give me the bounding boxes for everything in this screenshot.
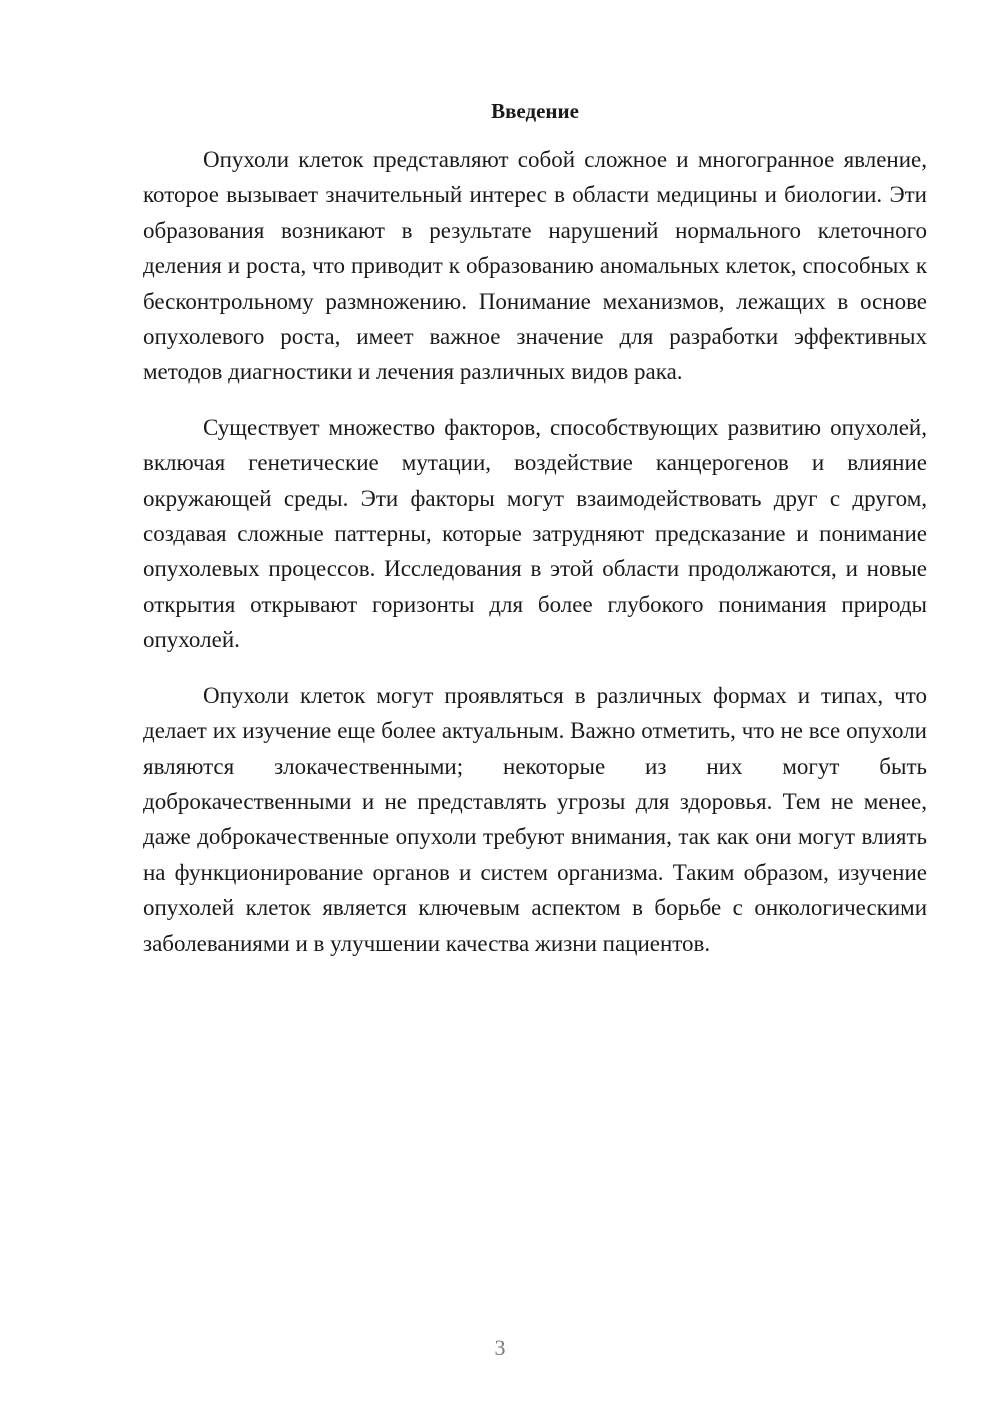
section-title: Введение [491, 99, 579, 123]
paragraph-3: Опухоли клеток могут проявляться в различных формах и типах, что делает их изучение еще более актуальным. Важно отметить, что не все опухоли являются злокачественными; некоторые из них могут быть доброкачественными и не представлять угрозы для здоровья. Тем не менее, даже доброкачественные опухоли требуют внимания, так как они могут влиять на функционирование органов и систем организма. Таким образом, изучение опухолей клеток является ключевым аспектом в борьбе с онкологическими заболеваниями и в улучшении качества жизни пациентов. [143, 682, 927, 956]
page-number: 3 [494, 1335, 506, 1360]
section-body [143, 142, 927, 981]
paragraph-2: Существует множество факторов, способствующих развитию опухолей, включая генетические мутации, воздействие канцерогенов и влияние окружающей среды. Эти факторы могут взаимодействовать друг с другом, создавая сложные паттерны, которые затрудняют предсказание и понимание опухолевых процессов. Исследования в этой области продолжаются, и новые открытия открывают горизонты для более глубокого понимания природы опухолей. [143, 414, 927, 653]
paragraph-1: Опухоли клеток представляют собой сложное и многогранное явление, которое вызывает значительный интерес в области медицины и биологии. Эти образования возникают в результате нарушений нормального клеточного деления и роста, что приводит к образованию аномальных клеток, способных к бесконтрольному размножению. Понимание механизмов, лежащих в основе опухолевого роста, имеет важное значение для разработки эффективных методов диагностики и лечения различных видов рака. [143, 147, 927, 385]
